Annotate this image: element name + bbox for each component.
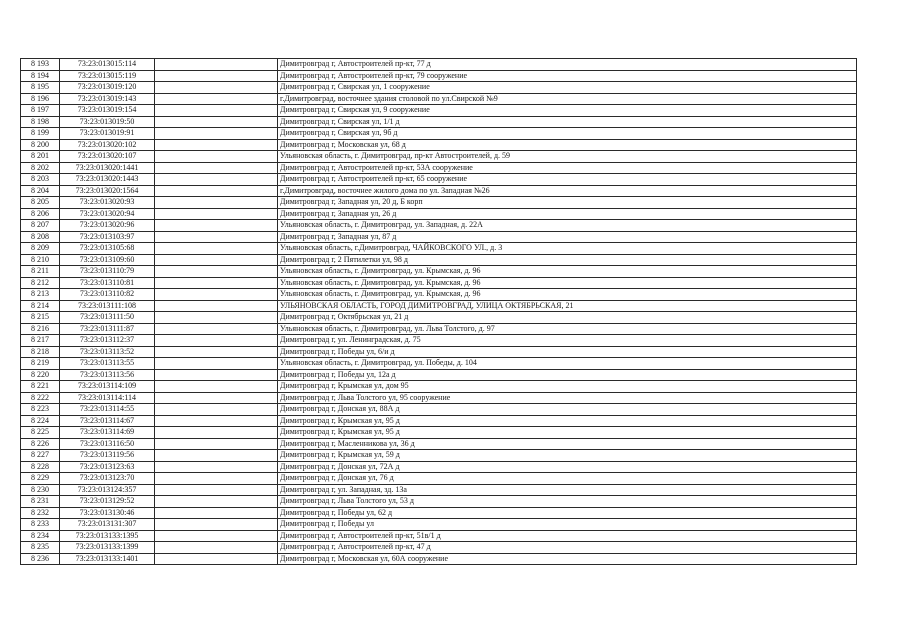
row-number-cell: 8 226	[21, 438, 60, 450]
address-cell: Димитровград г, Автостроителей пр-кт, 47 д	[278, 542, 857, 554]
cadastral-number-cell: 73:23:013019:143	[60, 93, 155, 105]
empty-cell	[155, 404, 278, 416]
row-number-cell: 8 202	[21, 162, 60, 174]
cadastral-number-cell: 73:23:013020:96	[60, 220, 155, 232]
cadastral-number-cell: 73:23:013020:1564	[60, 185, 155, 197]
cadastral-number-cell: 73:23:013103:97	[60, 231, 155, 243]
cadastral-number-cell: 73:23:013131:307	[60, 519, 155, 531]
table-row	[21, 220, 857, 232]
cadastral-number-cell: 73:23:013112:37	[60, 335, 155, 347]
address-cell: Ульяновская область, г. Димитровград, ул. Победы, д. 104	[278, 358, 857, 370]
empty-cell	[155, 335, 278, 347]
row-number-cell: 8 205	[21, 197, 60, 209]
table-row	[21, 289, 857, 301]
cadastral-number-cell: 73:23:013020:107	[60, 151, 155, 163]
empty-cell	[155, 82, 278, 94]
address-cell: Ульяновская область, г.Димитровград, ЧАЙКОВСКОГО УЛ., д. 3	[278, 243, 857, 255]
table-row	[21, 82, 857, 94]
cadastral-number-cell: 73:23:013124:357	[60, 484, 155, 496]
table-row	[21, 358, 857, 370]
cadastral-number-cell: 73:23:013119:56	[60, 450, 155, 462]
row-number-cell: 8 221	[21, 381, 60, 393]
cadastral-number-cell: 73:23:013020:94	[60, 208, 155, 220]
cadastral-number-cell: 73:23:013020:1443	[60, 174, 155, 186]
empty-cell	[155, 381, 278, 393]
table-row	[21, 323, 857, 335]
empty-cell	[155, 220, 278, 232]
table-row	[21, 484, 857, 496]
address-cell: Ульяновская область, г. Димитровград, пр-кт Автостроителей, д. 59	[278, 151, 857, 163]
row-number-cell: 8 229	[21, 473, 60, 485]
address-cell: Димитровград г, Донская ул, 76 д	[278, 473, 857, 485]
address-cell: Димитровград г, Автостроителей пр-кт, 65 сооружение	[278, 174, 857, 186]
empty-cell	[155, 542, 278, 554]
row-number-cell: 8 206	[21, 208, 60, 220]
table-row	[21, 300, 857, 312]
cadastral-number-cell: 73:23:013113:52	[60, 346, 155, 358]
row-number-cell: 8 232	[21, 507, 60, 519]
register-table-body	[21, 59, 857, 565]
address-cell: Димитровград г, Свирская ул, 1 сооружение	[278, 82, 857, 94]
cadastral-number-cell: 73:23:013015:114	[60, 59, 155, 71]
row-number-cell: 8 223	[21, 404, 60, 416]
empty-cell	[155, 473, 278, 485]
table-row	[21, 151, 857, 163]
empty-cell	[155, 208, 278, 220]
address-cell: Димитровград г, Масленникова ул, 36 д	[278, 438, 857, 450]
row-number-cell: 8 210	[21, 254, 60, 266]
row-number-cell: 8 195	[21, 82, 60, 94]
table-row	[21, 530, 857, 542]
register-table	[20, 58, 857, 565]
table-row	[21, 519, 857, 531]
cadastral-number-cell: 73:23:013019:50	[60, 116, 155, 128]
address-cell: Димитровград г, Свирская ул, 1/1 д	[278, 116, 857, 128]
cadastral-number-cell: 73:23:013130:46	[60, 507, 155, 519]
table-row	[21, 208, 857, 220]
row-number-cell: 8 225	[21, 427, 60, 439]
table-row	[21, 542, 857, 554]
empty-cell	[155, 427, 278, 439]
table-row	[21, 392, 857, 404]
empty-cell	[155, 438, 278, 450]
table-row	[21, 231, 857, 243]
cadastral-number-cell: 73:23:013114:114	[60, 392, 155, 404]
empty-cell	[155, 105, 278, 117]
table-row	[21, 254, 857, 266]
cadastral-number-cell: 73:23:013020:102	[60, 139, 155, 151]
empty-cell	[155, 358, 278, 370]
cadastral-number-cell: 73:23:013105:68	[60, 243, 155, 255]
empty-cell	[155, 266, 278, 278]
empty-cell	[155, 185, 278, 197]
row-number-cell: 8 220	[21, 369, 60, 381]
row-number-cell: 8 197	[21, 105, 60, 117]
row-number-cell: 8 222	[21, 392, 60, 404]
cadastral-number-cell: 73:23:013110:79	[60, 266, 155, 278]
cadastral-number-cell: 73:23:013110:81	[60, 277, 155, 289]
address-cell: УЛЬЯНОВСКАЯ ОБЛАСТЬ, ГОРОД ДИМИТРОВГРАД, УЛИЦА ОКТЯБРЬСКАЯ, 21	[278, 300, 857, 312]
address-cell: Димитровград г, Московская ул, 60А сооружение	[278, 553, 857, 565]
address-cell: Димитровград г, Крымская ул, 95 д	[278, 415, 857, 427]
empty-cell	[155, 231, 278, 243]
address-cell: Димитровград г, Автостроителей пр-кт, 77 д	[278, 59, 857, 71]
table-row	[21, 266, 857, 278]
cadastral-number-cell: 73:23:013109:60	[60, 254, 155, 266]
address-cell: Димитровград г, Автостроителей пр-кт, 53А сооружение	[278, 162, 857, 174]
table-row	[21, 438, 857, 450]
row-number-cell: 8 219	[21, 358, 60, 370]
row-number-cell: 8 218	[21, 346, 60, 358]
row-number-cell: 8 196	[21, 93, 60, 105]
cadastral-number-cell: 73:23:013113:55	[60, 358, 155, 370]
empty-cell	[155, 369, 278, 381]
address-cell: Димитровград г, Крымская ул, 95 д	[278, 427, 857, 439]
table-row	[21, 507, 857, 519]
cadastral-number-cell: 73:23:013114:55	[60, 404, 155, 416]
table-row	[21, 174, 857, 186]
row-number-cell: 8 209	[21, 243, 60, 255]
cadastral-number-cell: 73:23:013111:87	[60, 323, 155, 335]
address-cell: Ульяновская область, г. Димитровград, ул. Льва Толстого, д. 97	[278, 323, 857, 335]
table-row	[21, 139, 857, 151]
empty-cell	[155, 346, 278, 358]
row-number-cell: 8 203	[21, 174, 60, 186]
address-cell: г.Димитровград, восточнее жилого дома по ул. Западная №26	[278, 185, 857, 197]
empty-cell	[155, 277, 278, 289]
table-row	[21, 404, 857, 416]
empty-cell	[155, 484, 278, 496]
cadastral-number-cell: 73:23:013110:82	[60, 289, 155, 301]
cadastral-number-cell: 73:23:013123:63	[60, 461, 155, 473]
table-row	[21, 197, 857, 209]
empty-cell	[155, 415, 278, 427]
empty-cell	[155, 289, 278, 301]
cadastral-number-cell: 73:23:013019:154	[60, 105, 155, 117]
cadastral-number-cell: 73:23:013129:52	[60, 496, 155, 508]
row-number-cell: 8 208	[21, 231, 60, 243]
table-row	[21, 473, 857, 485]
cadastral-number-cell: 73:23:013020:1441	[60, 162, 155, 174]
address-cell: Ульяновская область, г. Димитровград, ул. Крымская, д. 96	[278, 266, 857, 278]
empty-cell	[155, 174, 278, 186]
empty-cell	[155, 461, 278, 473]
cadastral-number-cell: 73:23:013019:120	[60, 82, 155, 94]
table-row	[21, 312, 857, 324]
empty-cell	[155, 553, 278, 565]
row-number-cell: 8 213	[21, 289, 60, 301]
table-row	[21, 381, 857, 393]
address-cell: Димитровград г, 2 Пятилетки ул, 98 д	[278, 254, 857, 266]
cadastral-number-cell: 73:23:013111:50	[60, 312, 155, 324]
address-cell: г.Димитровград, восточнее здания столовой по ул.Свирской №9	[278, 93, 857, 105]
row-number-cell: 8 194	[21, 70, 60, 82]
empty-cell	[155, 392, 278, 404]
cadastral-number-cell: 73:23:013133:1399	[60, 542, 155, 554]
row-number-cell: 8 236	[21, 553, 60, 565]
table-row	[21, 59, 857, 71]
table-row	[21, 70, 857, 82]
address-cell: Димитровград г, Льва Толстого ул, 95 сооружение	[278, 392, 857, 404]
row-number-cell: 8 234	[21, 530, 60, 542]
empty-cell	[155, 507, 278, 519]
table-row	[21, 128, 857, 140]
cadastral-number-cell: 73:23:013133:1401	[60, 553, 155, 565]
address-cell: Димитровград г, Западная ул, 87 д	[278, 231, 857, 243]
empty-cell	[155, 139, 278, 151]
address-cell: Ульяновская область, г. Димитровград, ул. Крымская, д. 96	[278, 289, 857, 301]
table-row	[21, 185, 857, 197]
empty-cell	[155, 300, 278, 312]
address-cell: Димитровград г, Октябрьская ул, 21 д	[278, 312, 857, 324]
table-row	[21, 461, 857, 473]
table-row	[21, 105, 857, 117]
address-cell: Димитровград г, Победы ул, 6/и д	[278, 346, 857, 358]
address-cell: Димитровград г, Донская ул, 72А д	[278, 461, 857, 473]
table-row	[21, 450, 857, 462]
empty-cell	[155, 519, 278, 531]
cadastral-number-cell: 73:23:013116:50	[60, 438, 155, 450]
table-row	[21, 427, 857, 439]
address-cell: Димитровград г, Льва Толстого ул, 53 д	[278, 496, 857, 508]
cadastral-number-cell: 73:23:013114:67	[60, 415, 155, 427]
cadastral-number-cell: 73:23:013113:56	[60, 369, 155, 381]
row-number-cell: 8 233	[21, 519, 60, 531]
table-row	[21, 369, 857, 381]
cadastral-number-cell: 73:23:013133:1395	[60, 530, 155, 542]
cadastral-number-cell: 73:23:013020:93	[60, 197, 155, 209]
address-cell: Ульяновская область, г. Димитровград, ул. Западная, д. 22А	[278, 220, 857, 232]
empty-cell	[155, 59, 278, 71]
empty-cell	[155, 450, 278, 462]
cadastral-number-cell: 73:23:013111:108	[60, 300, 155, 312]
row-number-cell: 8 207	[21, 220, 60, 232]
row-number-cell: 8 211	[21, 266, 60, 278]
table-row	[21, 116, 857, 128]
table-row	[21, 243, 857, 255]
row-number-cell: 8 193	[21, 59, 60, 71]
row-number-cell: 8 198	[21, 116, 60, 128]
address-cell: Димитровград г, Московская ул, 68 д	[278, 139, 857, 151]
row-number-cell: 8 212	[21, 277, 60, 289]
empty-cell	[155, 312, 278, 324]
cadastral-number-cell: 73:23:013114:109	[60, 381, 155, 393]
address-cell: Димитровград г, Свирская ул, 9б д	[278, 128, 857, 140]
empty-cell	[155, 116, 278, 128]
cadastral-number-cell: 73:23:013015:119	[60, 70, 155, 82]
empty-cell	[155, 323, 278, 335]
empty-cell	[155, 496, 278, 508]
address-cell: Димитровград г, Западная ул, 26 д	[278, 208, 857, 220]
address-cell: Димитровград г, ул. Ленинградская, д. 75	[278, 335, 857, 347]
row-number-cell: 8 204	[21, 185, 60, 197]
row-number-cell: 8 231	[21, 496, 60, 508]
empty-cell	[155, 162, 278, 174]
address-cell: Димитровград г, Свирская ул, 9 сооружение	[278, 105, 857, 117]
address-cell: Димитровград г, ул. Западная, зд. 13а	[278, 484, 857, 496]
row-number-cell: 8 201	[21, 151, 60, 163]
row-number-cell: 8 215	[21, 312, 60, 324]
row-number-cell: 8 216	[21, 323, 60, 335]
table-row	[21, 335, 857, 347]
empty-cell	[155, 530, 278, 542]
cadastral-number-cell: 73:23:013123:70	[60, 473, 155, 485]
address-cell: Димитровград г, Автостроителей пр-кт, 79 сооружение	[278, 70, 857, 82]
table-row	[21, 415, 857, 427]
empty-cell	[155, 243, 278, 255]
address-cell: Ульяновская область, г. Димитровград, ул. Крымская, д. 96	[278, 277, 857, 289]
cadastral-number-cell: 73:23:013019:91	[60, 128, 155, 140]
table-row	[21, 277, 857, 289]
table-row	[21, 553, 857, 565]
address-cell: Димитровград г, Западная ул, 20 д, Б корп	[278, 197, 857, 209]
empty-cell	[155, 70, 278, 82]
row-number-cell: 8 199	[21, 128, 60, 140]
row-number-cell: 8 200	[21, 139, 60, 151]
row-number-cell: 8 224	[21, 415, 60, 427]
address-cell: Димитровград г, Донская ул, 88А д	[278, 404, 857, 416]
address-cell: Димитровград г, Победы ул, 62 д	[278, 507, 857, 519]
address-cell: Димитровград г, Победы ул, 12а д	[278, 369, 857, 381]
address-cell: Димитровград г, Автостроителей пр-кт, 51в/1 д	[278, 530, 857, 542]
empty-cell	[155, 128, 278, 140]
table-row	[21, 496, 857, 508]
address-cell: Димитровград г, Победы ул	[278, 519, 857, 531]
cadastral-number-cell: 73:23:013114:69	[60, 427, 155, 439]
row-number-cell: 8 227	[21, 450, 60, 462]
row-number-cell: 8 235	[21, 542, 60, 554]
row-number-cell: 8 228	[21, 461, 60, 473]
row-number-cell: 8 230	[21, 484, 60, 496]
table-row	[21, 346, 857, 358]
address-cell: Димитровград г, Крымская ул, 59 д	[278, 450, 857, 462]
empty-cell	[155, 254, 278, 266]
empty-cell	[155, 197, 278, 209]
empty-cell	[155, 151, 278, 163]
address-cell: Димитровград г, Крымская ул, дом 95	[278, 381, 857, 393]
empty-cell	[155, 93, 278, 105]
row-number-cell: 8 217	[21, 335, 60, 347]
table-row	[21, 162, 857, 174]
table-row	[21, 93, 857, 105]
row-number-cell: 8 214	[21, 300, 60, 312]
